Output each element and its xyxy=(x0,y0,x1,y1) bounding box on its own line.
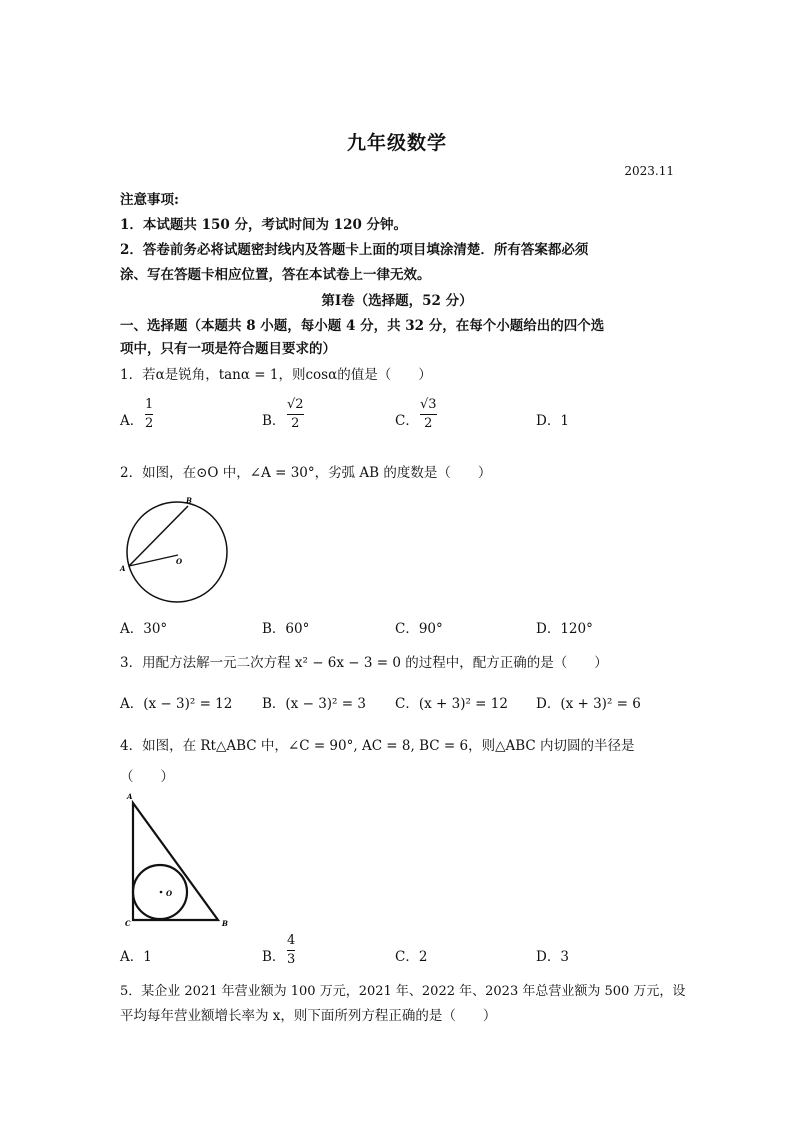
notice-item-2-line-2: 涂、写在答题卡相应位置，答在本试卷上一律无效。 xyxy=(120,267,431,283)
q2-option-d: D．120° xyxy=(536,621,593,637)
q1-option-b-fraction xyxy=(287,397,304,432)
q1-option-b-label: B． xyxy=(262,413,286,429)
fraction-bar xyxy=(287,950,295,951)
section-intro-line-2: 项中，只有一项是符合题目要求的） xyxy=(120,341,336,357)
q3-option-c: C．(x + 3)² = 12 xyxy=(395,696,508,712)
q4-option-b-label: B． xyxy=(262,949,286,965)
question-3-stem: 3．用配方法解一元二次方程 x² − 6x − 3 = 0 的过程中，配方正确的是（ ） xyxy=(120,655,608,671)
fraction-bar xyxy=(145,414,153,415)
q4-option-b-fraction xyxy=(287,933,295,968)
question-2-stem: 2．如图，在⊙O 中，∠A = 30°，劣弧 AB 的度数是（ ） xyxy=(120,465,492,481)
fraction-bar xyxy=(287,414,304,415)
question-5-stem-line-1: 5．某企业 2021 年营业额为 100 万元，2021 年、2022 年、2023 年总营业额为 500 万元，设 xyxy=(120,984,686,999)
question-4-stem: 4．如图，在 Rt△ABC 中，∠C = 90°, AC = 8, BC = 6，则△ABC 内切圆的半径是 xyxy=(120,738,635,754)
q1-a-denominator: 2 xyxy=(145,416,154,431)
notice-heading: 注意事项: xyxy=(120,192,179,208)
notice-item-1: 1．本试题共 150 分，考试时间为 120 分钟。 xyxy=(120,217,408,233)
q1-option-a-fraction xyxy=(145,397,153,432)
point-o-label: O xyxy=(176,557,183,566)
q4-b-denominator: 3 xyxy=(287,952,296,967)
q2-circle-figure xyxy=(122,498,242,608)
q4-b-numerator: 4 xyxy=(287,933,296,948)
center-point-o xyxy=(160,891,163,894)
page-title: 九年级数学 xyxy=(346,132,447,154)
q4-option-c: C．2 xyxy=(395,949,428,965)
section-intro-line-1: 一、选择题（本题共 8 小题，每小题 4 分，共 32 分，在每个小题给出的四个选 xyxy=(120,318,605,334)
q2-option-b: B．60° xyxy=(262,621,310,637)
question-4-stem-blank: （ ） xyxy=(120,769,174,785)
q1-option-d: D．1 xyxy=(536,413,569,429)
q2-option-a: A．30° xyxy=(120,621,168,637)
q1-option-a-label: A． xyxy=(120,413,144,429)
exam-date: 2023.11 xyxy=(624,164,674,178)
triangle-abc xyxy=(133,803,218,920)
q1-b-denominator: 2 xyxy=(291,416,300,431)
q1-c-denominator: 2 xyxy=(424,416,433,431)
q1-c-numerator: √3 xyxy=(420,397,437,412)
section-title: 第Ⅰ卷（选择题，52 分） xyxy=(321,293,473,309)
q3-option-a: A．(x − 3)² = 12 xyxy=(120,696,233,712)
q3-option-b: B．(x − 3)² = 3 xyxy=(262,696,366,712)
q1-b-numerator: √2 xyxy=(287,397,304,412)
vertex-b-label: B xyxy=(222,919,228,928)
q1-option-c-label: C． xyxy=(395,413,419,429)
q4-option-d: D．3 xyxy=(536,949,569,965)
question-5-stem-line-2: 平均每年营业额增长率为 x，则下面所列方程正确的是（ ） xyxy=(120,1008,497,1024)
point-a-label: A xyxy=(120,564,126,573)
fraction-bar xyxy=(420,414,437,415)
q4-option-a: A．1 xyxy=(120,949,152,965)
q3-option-d: D．(x + 3)² = 6 xyxy=(536,696,641,712)
notice-item-2-line-1: 2．答卷前务必将试题密封线内及答题卡上面的项目填涂清楚．所有答案都必须 xyxy=(120,242,589,258)
center-o-label: O xyxy=(166,889,173,898)
q1-option-c-fraction xyxy=(420,397,437,432)
question-1-stem: 1．若α是锐角，tanα = 1，则cosα的值是（ ） xyxy=(120,367,432,383)
vertex-a-label: A xyxy=(127,792,133,801)
point-b-label: B xyxy=(186,496,192,505)
q2-option-c: C．90° xyxy=(395,621,443,637)
vertex-c-label: C xyxy=(125,919,131,928)
q4-triangle-figure xyxy=(122,792,232,932)
segment-ao xyxy=(129,555,178,566)
q1-a-numerator: 1 xyxy=(145,397,154,412)
